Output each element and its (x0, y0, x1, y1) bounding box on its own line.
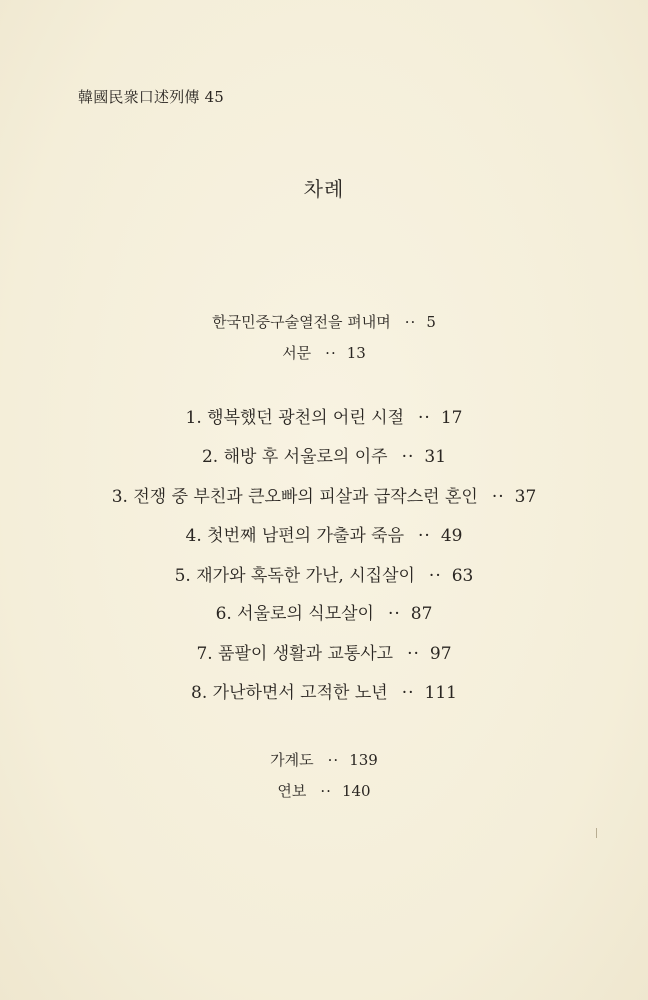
toc-leader: ·· (325, 344, 337, 362)
toc-leader: ·· (401, 683, 415, 703)
toc-entry-page: 31 (424, 447, 447, 467)
toc-entry-chapter-4 (0, 521, 648, 546)
toc-entry-title: 6. 서울로의 식모살이 (215, 604, 374, 624)
toc-entry-title: 한국민중구술열전을 펴내며 (212, 313, 391, 331)
toc-entry-page: 140 (341, 782, 371, 800)
toc-entry-chapter-7 (0, 639, 648, 664)
toc-entry-title: 연보 (277, 782, 307, 800)
toc-leader: ·· (327, 751, 340, 769)
toc-entry-preface (0, 342, 648, 363)
toc-entry-foreword (0, 311, 648, 332)
toc-entry-family-tree (0, 749, 648, 770)
toc-entry-title: 4. 첫번째 남편의 가출과 죽음 (185, 526, 405, 546)
toc-entry-chapter-5 (0, 561, 648, 586)
toc-entry-chapter-2 (0, 442, 648, 467)
paper-speck (596, 828, 597, 838)
toc-leader: ·· (418, 526, 431, 546)
toc-leader: ·· (401, 447, 415, 467)
toc-entry-page: 37 (514, 487, 537, 507)
toc-entry-page: 97 (429, 644, 452, 664)
toc-entry-chapter-8 (0, 678, 648, 703)
toc-entry-page: 111 (424, 683, 457, 703)
toc-leader: ·· (387, 604, 401, 624)
toc-entry-title: 가계도 (270, 751, 314, 769)
toc-leader: ·· (320, 782, 332, 800)
toc-entry-page: 17 (440, 408, 463, 428)
toc-entry-chapter-3 (0, 482, 648, 507)
toc-leader: ·· (404, 313, 417, 331)
toc-entry-title: 2. 해방 후 서울로의 이주 (201, 447, 388, 467)
toc-entry-title: 3. 전쟁 중 부친과 큰오빠의 피살과 급작스런 혼인 (111, 487, 478, 507)
toc-entry-page: 13 (346, 344, 366, 362)
toc-entry-page: 139 (349, 751, 378, 769)
toc-entry-chapter-6 (0, 599, 648, 624)
toc-entry-chapter-1 (0, 403, 648, 428)
toc-entry-page: 87 (410, 604, 433, 624)
toc-leader: ·· (418, 408, 431, 428)
toc-entry-chronology (0, 780, 648, 801)
toc-entry-title: 7. 품팔이 생활과 교통사고 (196, 644, 394, 664)
toc-entry-title: 5. 재가와 혹독한 가난, 시집살이 (174, 566, 415, 586)
toc-leader: ·· (491, 487, 505, 507)
toc-entry-title: 1. 행복했던 광천의 어린 시절 (185, 408, 405, 428)
toc-entry-title: 8. 가난하면서 고적한 노년 (191, 683, 388, 703)
toc-leader: ·· (407, 644, 420, 664)
series-title: 韓國民衆口述列傳 45 (78, 88, 225, 106)
toc-entry-page: 63 (451, 566, 474, 586)
toc-leader: ·· (428, 566, 442, 586)
toc-entry-page: 49 (440, 526, 463, 546)
toc-entry-title: 서문 (282, 344, 312, 362)
toc-heading: 차례 (303, 177, 345, 201)
toc-entry-page: 5 (426, 313, 436, 331)
